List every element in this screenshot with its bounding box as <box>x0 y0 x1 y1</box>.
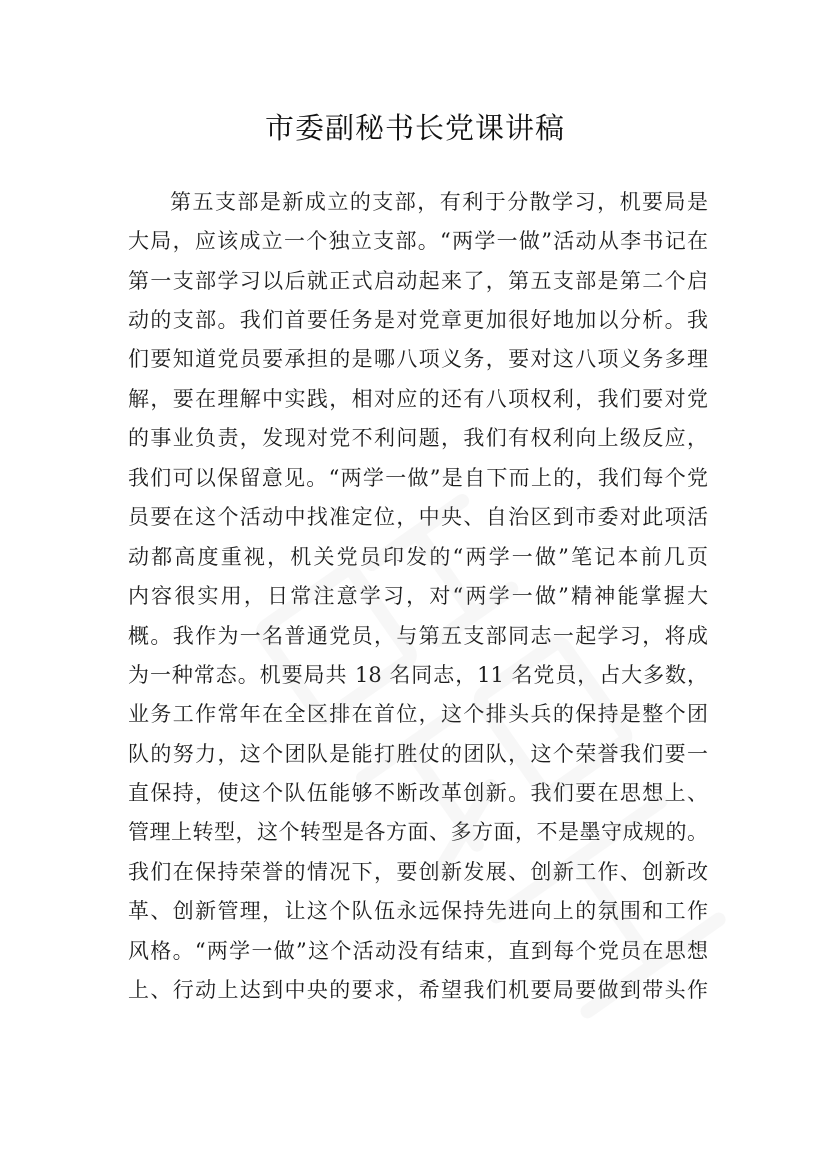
body-line-4: 动的支部。我们首要任务是对党章更加很好地加以分析。我 <box>128 308 708 332</box>
body-line-19: 革、创新管理，让这个队伍永远保持先进向上的氛围和工作 <box>128 899 708 923</box>
body-line-7: 的事业负责，发现对党不利问题，我们有权利向上级反应， <box>128 426 708 450</box>
body-line-6: 解，要在理解中实践，相对应的还有八项权利，我们要对党 <box>128 387 708 411</box>
body-line-13: 为一种常态。机要局共 18 名同志，11 名党员，占大多数， <box>128 663 708 687</box>
body-line-16: 直保持，使这个队伍能够不断改革创新。我们要在思想上、 <box>128 781 708 805</box>
body-line-18: 我们在保持荣誉的情况下，要创新发展、创新工作、创新改 <box>128 860 708 884</box>
document-title: 市委副秘书长党课讲稿 <box>264 111 565 145</box>
body-line-1: 第五支部是新成立的支部，有利于分散学习，机要局是 <box>170 190 708 214</box>
body-line-11: 内容很实用，日常注意学习，对“两学一做”精神能掌握大 <box>128 584 708 608</box>
body-line-21: 上、行动上达到中央的要求，希望我们机要局要做到带头作 <box>128 978 708 1002</box>
body-line-20: 风格。“两学一做”这个活动没有结束，直到每个党员在思想 <box>128 939 708 963</box>
body-line-2: 大局，应该成立一个独立支部。“两学一做”活动从李书记在 <box>128 229 708 253</box>
body-line-3: 第一支部学习以后就正式启动起来了，第五支部是第二个启 <box>128 269 708 293</box>
body-line-10: 动都高度重视，机关党员印发的“两学一做”笔记本前几页 <box>128 545 708 569</box>
body-line-14: 业务工作常年在全区排在首位，这个排头兵的保持是整个团 <box>128 702 708 726</box>
body-line-5: 们要知道党员要承担的是哪八项义务，要对这八项义务多理 <box>128 347 708 371</box>
body-line-15: 队的努力，这个团队是能打胜仗的团队，这个荣誉我们要一 <box>128 742 708 766</box>
body-line-8: 我们可以保留意见。“两学一做”是自下而上的，我们每个党 <box>128 466 708 490</box>
body-line-12: 概。我作为一名普通党员，与第五支部同志一起学习，将成 <box>128 624 708 648</box>
body-line-9: 员要在这个活动中找准定位，中央、自治区到市委对此项活 <box>128 505 708 529</box>
body-line-17: 管理上转型，这个转型是各方面、多方面，不是墨守成规的。 <box>128 820 708 844</box>
